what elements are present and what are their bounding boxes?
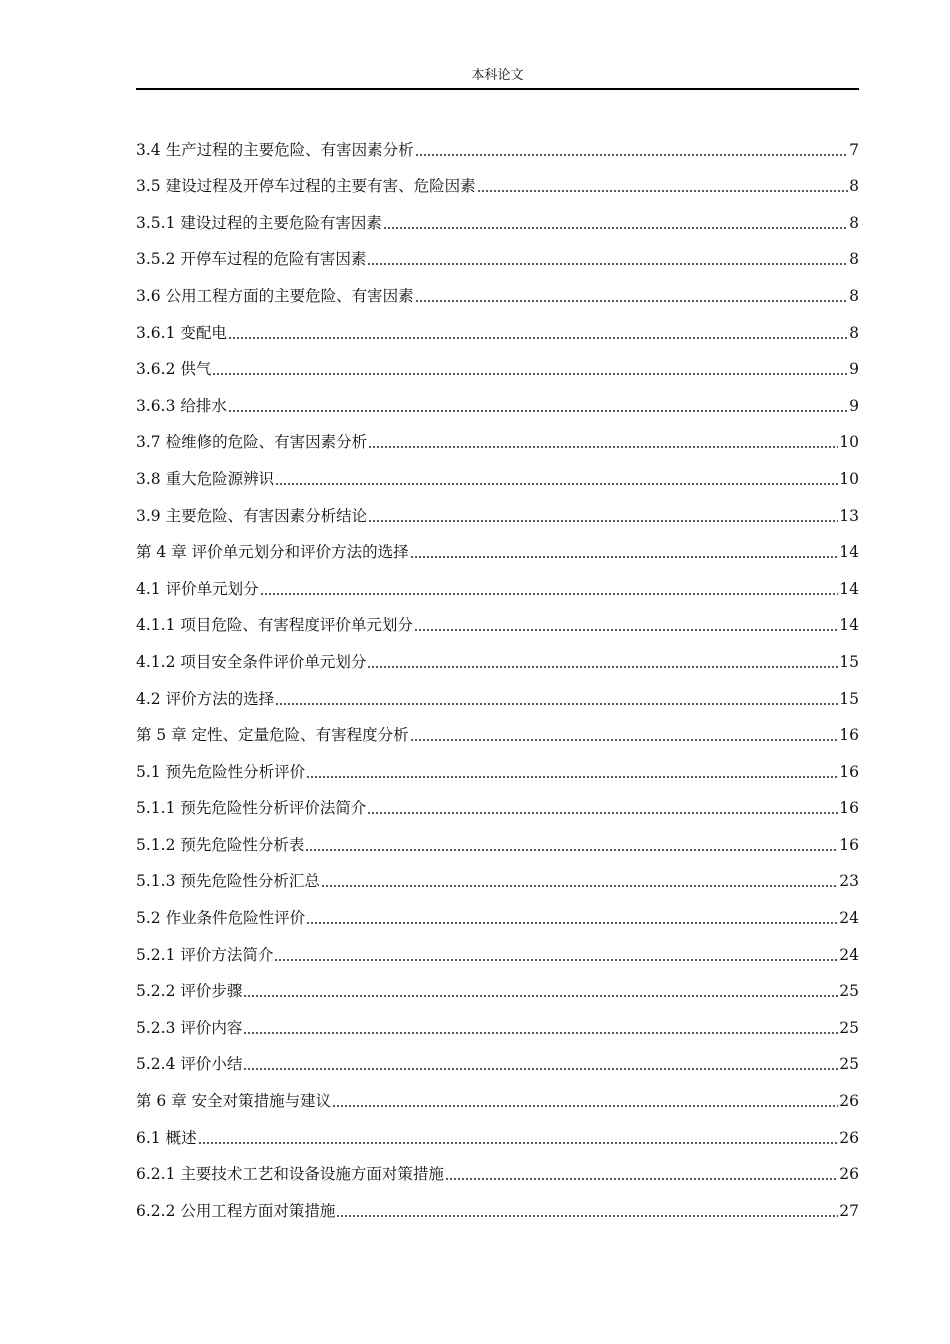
toc-entry[interactable] <box>136 1112 859 1149</box>
toc-entry[interactable] <box>136 1002 859 1039</box>
toc-entry-title: 5.2.3 评价内容 <box>136 1018 243 1037</box>
toc-entry[interactable] <box>136 417 859 454</box>
toc-entry[interactable] <box>136 1185 859 1222</box>
toc-entry-title: 5.1.3 预先危险性分析汇总 <box>136 872 320 891</box>
toc-dot-leader <box>367 263 848 265</box>
toc-entry-page-number: 16 <box>839 726 859 745</box>
toc-entry[interactable] <box>136 197 859 234</box>
toc-dot-leader <box>477 190 849 192</box>
toc-entry-page-number: 16 <box>839 799 859 818</box>
toc-entry-page-number: 8 <box>849 177 859 196</box>
toc-entry[interactable] <box>136 1149 859 1186</box>
toc-entry[interactable] <box>136 673 859 710</box>
toc-dot-leader <box>228 410 848 412</box>
toc-entry[interactable] <box>136 856 859 893</box>
toc-dot-leader <box>305 849 838 851</box>
toc-entry[interactable] <box>136 892 859 929</box>
toc-entry[interactable] <box>136 527 859 564</box>
toc-entry-page-number: 13 <box>839 506 859 525</box>
toc-entry-title: 3.6.2 供气 <box>136 360 212 379</box>
toc-entry-page-number: 14 <box>839 543 859 562</box>
toc-entry-page-number: 26 <box>839 1092 859 1111</box>
table-of-contents <box>136 124 859 1222</box>
toc-entry-title: 第 5 章 定性、定量危险、有害程度分析 <box>136 726 409 745</box>
toc-dot-leader <box>410 739 839 741</box>
toc-entry-page-number: 23 <box>839 872 859 891</box>
toc-dot-leader <box>212 373 848 375</box>
toc-dot-leader <box>414 629 838 631</box>
toc-dot-leader <box>198 1142 839 1144</box>
toc-entry-title: 3.5.2 开停车过程的危险有害因素 <box>136 250 367 269</box>
toc-entry[interactable] <box>136 1075 859 1112</box>
toc-entry[interactable] <box>136 966 859 1003</box>
toc-entry-page-number: 27 <box>839 1201 859 1220</box>
toc-entry-title: 5.1 预先危险性分析评价 <box>136 762 306 781</box>
toc-entry-page-number: 24 <box>839 909 859 928</box>
toc-entry[interactable] <box>136 234 859 271</box>
toc-entry-title: 6.2.1 主要技术工艺和设备设施方面对策措施 <box>136 1165 444 1184</box>
toc-entry-title: 5.2.2 评价步骤 <box>136 982 243 1001</box>
toc-entry-title: 3.7 检维修的危险、有害因素分析 <box>136 433 368 452</box>
toc-dot-leader <box>415 300 849 302</box>
toc-entry[interactable] <box>136 929 859 966</box>
toc-entry-title: 3.6.1 变配电 <box>136 323 227 342</box>
toc-entry-title: 3.5 建设过程及开停车过程的主要有害、危险因素 <box>136 177 476 196</box>
toc-entry[interactable] <box>136 710 859 747</box>
toc-entry-title: 6.2.2 公用工程方面对策措施 <box>136 1201 336 1220</box>
toc-entry-title: 5.1.2 预先危险性分析表 <box>136 835 305 854</box>
toc-entry-page-number: 26 <box>839 1165 859 1184</box>
toc-entry-title: 第 6 章 安全对策措施与建议 <box>136 1092 332 1111</box>
toc-entry[interactable] <box>136 746 859 783</box>
toc-dot-leader <box>243 1068 838 1070</box>
toc-entry-page-number: 15 <box>839 689 859 708</box>
toc-entry-page-number: 7 <box>849 140 859 159</box>
toc-entry-page-number: 8 <box>849 213 859 232</box>
toc-dot-leader <box>332 1105 838 1107</box>
toc-entry-title: 3.6.3 给排水 <box>136 396 227 415</box>
toc-entry-page-number: 10 <box>839 433 859 452</box>
toc-entry-page-number: 24 <box>839 945 859 964</box>
toc-entry-title: 4.2 评价方法的选择 <box>136 689 275 708</box>
toc-dot-leader <box>415 154 849 156</box>
toc-dot-leader <box>306 776 838 778</box>
toc-entry-page-number: 15 <box>839 652 859 671</box>
toc-dot-leader <box>274 959 838 961</box>
toc-entry-title: 5.2 作业条件危险性评价 <box>136 909 306 928</box>
toc-entry-title: 6.1 概述 <box>136 1128 197 1147</box>
toc-dot-leader <box>367 812 838 814</box>
toc-entry[interactable] <box>136 344 859 381</box>
toc-entry[interactable] <box>136 270 859 307</box>
toc-entry-page-number: 25 <box>839 1055 859 1074</box>
toc-entry-page-number: 10 <box>839 469 859 488</box>
toc-entry-title: 3.9 主要危险、有害因素分析结论 <box>136 506 368 525</box>
toc-dot-leader <box>243 995 838 997</box>
toc-entry-title: 3.5.1 建设过程的主要危险有害因素 <box>136 213 382 232</box>
toc-dot-leader <box>383 227 848 229</box>
toc-dot-leader <box>367 666 838 668</box>
toc-entry-title: 3.8 重大危险源辨识 <box>136 469 275 488</box>
toc-dot-leader <box>368 446 838 448</box>
toc-entry-title: 5.1.1 预先危险性分析评价法简介 <box>136 799 367 818</box>
toc-dot-leader <box>321 885 838 887</box>
toc-dot-leader <box>228 337 848 339</box>
toc-entry-title: 4.1.1 项目危险、有害程度评价单元划分 <box>136 616 413 635</box>
toc-dot-leader <box>275 703 838 705</box>
toc-dot-leader <box>306 922 838 924</box>
toc-entry[interactable] <box>136 380 859 417</box>
toc-dot-leader <box>368 520 838 522</box>
toc-entry-title: 4.1 评价单元划分 <box>136 579 259 598</box>
toc-dot-leader <box>243 1032 838 1034</box>
toc-entry-page-number: 16 <box>839 762 859 781</box>
toc-entry-title: 3.4 生产过程的主要危险、有害因素分析 <box>136 140 414 159</box>
toc-entry-page-number: 14 <box>839 616 859 635</box>
toc-entry-title: 5.2.1 评价方法简介 <box>136 945 274 964</box>
toc-entry-page-number: 8 <box>849 286 859 305</box>
header-title: 本科论文 <box>471 68 524 83</box>
toc-entry-page-number: 9 <box>849 360 859 379</box>
toc-dot-leader <box>336 1215 838 1217</box>
toc-entry[interactable] <box>136 819 859 856</box>
toc-entry-title: 3.6 公用工程方面的主要危险、有害因素 <box>136 286 414 305</box>
toc-entry-title: 第 4 章 评价单元划分和评价方法的选择 <box>136 543 409 562</box>
toc-entry[interactable] <box>136 453 859 490</box>
toc-entry-title: 4.1.2 项目安全条件评价单元划分 <box>136 652 367 671</box>
toc-entry[interactable] <box>136 600 859 637</box>
toc-entry[interactable] <box>136 563 859 600</box>
toc-dot-leader <box>410 556 839 558</box>
toc-entry[interactable] <box>136 636 859 673</box>
toc-dot-leader <box>275 483 838 485</box>
toc-entry-page-number: 26 <box>839 1128 859 1147</box>
toc-entry-page-number: 9 <box>849 396 859 415</box>
toc-dot-leader <box>445 1178 838 1180</box>
toc-entry[interactable] <box>136 1039 859 1076</box>
toc-entry[interactable] <box>136 161 859 198</box>
toc-entry[interactable] <box>136 490 859 527</box>
toc-entry[interactable] <box>136 307 859 344</box>
toc-entry-page-number: 25 <box>839 1018 859 1037</box>
toc-dot-leader <box>260 593 839 595</box>
toc-entry-page-number: 8 <box>849 323 859 342</box>
toc-entry-page-number: 8 <box>849 250 859 269</box>
toc-entry-page-number: 25 <box>839 982 859 1001</box>
page-header <box>136 66 859 90</box>
toc-entry-title: 5.2.4 评价小结 <box>136 1055 243 1074</box>
toc-entry[interactable] <box>136 783 859 820</box>
toc-entry-page-number: 14 <box>839 579 859 598</box>
toc-entry[interactable] <box>136 124 859 161</box>
toc-entry-page-number: 16 <box>839 835 859 854</box>
